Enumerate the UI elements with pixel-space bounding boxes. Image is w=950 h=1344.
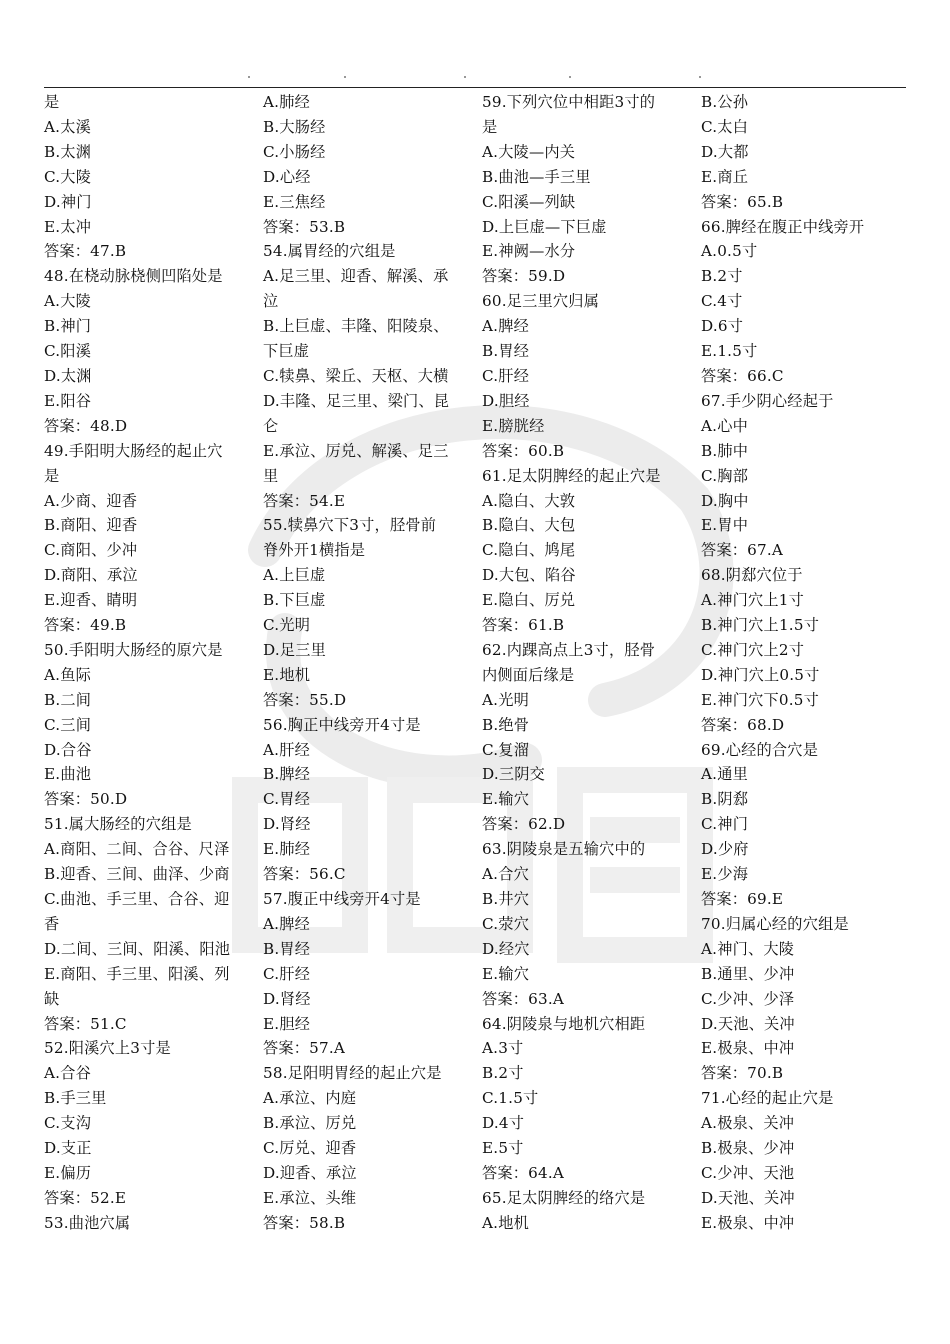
text-line: 是 [44,93,60,111]
text-line: 49.手阳明大肠经的起止穴 [44,441,223,460]
text-line: A.心中 [701,416,748,435]
text-line: D.神门 [44,192,92,211]
text-line: 答案：68.D [701,715,785,734]
text-line: B.井穴 [482,890,530,908]
text-line: C.犊鼻、梁丘、天枢、大横 [263,366,449,385]
text-line: 51.属大肠经的穴组是 [44,815,192,834]
text-line: 答案：65.B [701,192,784,211]
text-line: 缺 [44,989,60,1008]
text-line: D.天池、关冲 [701,1014,795,1033]
text-line: A.合穴 [482,865,529,884]
text-line: B.上巨虚、丰隆、阳陵泉、 [263,317,449,336]
text-line: C.肝经 [263,964,311,983]
text-line: 答案：64.A [482,1163,565,1182]
text-line: B.手三里 [44,1089,107,1108]
text-line: C.三间 [44,715,92,734]
text-line: C.小肠经 [263,142,326,161]
text-line: B.神门 [44,317,92,336]
text-line: C.少冲、天池 [701,1163,795,1182]
text-line: A.太溪 [44,117,91,136]
text-line: A.0.5寸 [701,242,758,261]
text-line: B.肺中 [701,441,749,460]
text-line: 53.曲池穴属 [44,1213,131,1232]
text-line: E.少海 [701,865,749,884]
text-line: E.太冲 [44,217,92,236]
text-line: D.天池、关冲 [701,1188,795,1207]
text-line: D.胆经 [482,391,530,410]
text-line: E.输穴 [482,790,530,809]
text-line: C.曲池、手三里、合谷、迎 [44,890,230,908]
text-line: E.隐白、厉兑 [482,591,576,610]
text-line: B.通里、少冲 [701,964,795,983]
text-line: A.肺经 [263,93,310,111]
text-line: 香 [44,914,60,933]
text-line: C.4寸 [701,292,743,311]
text-line: C.阳溪 [44,342,92,361]
text-line: D.胸中 [701,491,749,510]
text-line: E.肺经 [263,840,311,859]
text-line: 答案：49.B [44,616,127,635]
text-line: C.神门穴上2寸 [701,640,805,659]
text-line: C.大陵 [44,167,92,186]
text-line: A.承泣、内庭 [263,1089,357,1108]
text-line: 56.胸正中线旁开4寸是 [263,715,421,734]
text-line: 答案：48.D [44,416,128,435]
text-line: 答案：56.C [263,865,346,884]
text-line: 里 [263,466,279,485]
text-line: E.迎香、睛明 [44,591,138,610]
text-line: 62.内踝高点上3寸，胫骨 [482,640,656,659]
text-line: C.厉兑、迎香 [263,1139,357,1158]
text-line: E.胆经 [263,1014,311,1033]
text-line: B.大肠经 [263,117,326,136]
text-line: B.太渊 [44,142,92,161]
text-line: B.迎香、三间、曲泽、少商 [44,865,230,884]
text-line: E.膀胱经 [482,416,545,435]
text-line: 71.心经的起止穴是 [701,1089,834,1108]
text-line: C.神门 [701,815,749,834]
text-line: 70.归属心经的穴组是 [701,914,849,933]
text-line: C.1.5寸 [482,1089,539,1108]
text-line: D.太渊 [44,366,92,385]
text-line: 答案：54.E [263,491,346,510]
header-dot [344,76,346,78]
text-line: A.光明 [482,690,529,709]
text-line: C.太白 [701,117,749,136]
text-line: E.偏历 [44,1163,92,1182]
text-line: D.支正 [44,1139,92,1158]
text-line: 泣 [263,292,279,311]
text-line: 答案：58.B [263,1213,346,1232]
text-line: D.足三里 [263,640,327,659]
text-line: 答案：63.A [482,989,565,1008]
text-line: B.隐白、大包 [482,516,576,535]
text-line: 63.阴陵泉是五输穴中的 [482,840,646,859]
text-line: D.上巨虚—下巨虚 [482,217,607,236]
text-line: B.神门穴上1.5寸 [701,616,820,635]
text-line: 答案：57.A [263,1039,346,1058]
text-line: C.荥穴 [482,914,530,933]
text-line: A.地机 [482,1213,529,1232]
text-line: 61.足太阴脾经的起止穴是 [482,466,661,485]
text-line: 68.阴郄穴位于 [701,566,803,585]
text-line: E.曲池 [44,765,92,784]
text-line: D.肾经 [263,989,311,1008]
text-line: D.6寸 [701,317,744,336]
text-line: B.公孙 [701,93,749,111]
text-line: 67.手少阴心经起于 [701,391,834,410]
column-1 [44,90,254,1236]
text-line: D.迎香、承泣 [263,1163,357,1182]
text-line: 55.犊鼻穴下3寸，胫骨前 [263,516,437,535]
text-line: E.神门穴下0.5寸 [701,690,820,709]
text-line: 48.在桡动脉桡侧凹陷处是 [44,267,223,286]
text-line: A.合谷 [44,1064,91,1083]
text-line: D.丰隆、足三里、梁门、昆 [263,391,450,410]
question-columns [44,90,906,1250]
text-line: A.神门、大陵 [701,939,795,958]
text-line: C.复溜 [482,740,530,759]
header-dot [699,76,701,78]
text-line: B.承泣、厉兑 [263,1114,357,1133]
text-line: 答案：47.B [44,242,127,261]
text-line: 答案：50.D [44,790,128,809]
text-line: A.少商、迎香 [44,491,138,510]
text-line: D.二间、三间、阳溪、阳池 [44,939,231,958]
text-line: A.脾经 [263,914,310,933]
text-line: C.胸部 [701,466,749,485]
text-line: E.地机 [263,665,311,684]
text-line: E.胃中 [701,516,749,535]
text-line: B.绝骨 [482,715,530,734]
text-line: 答案：60.B [482,441,565,460]
text-line: D.三阴交 [482,765,546,784]
text-line: E.阳谷 [44,391,92,410]
text-line: E.三焦经 [263,192,326,211]
text-line: A.上巨虚 [263,566,326,585]
text-line: A.3寸 [482,1039,524,1058]
text-line: 58.足阳明胃经的起止穴是 [263,1064,442,1083]
text-line: E.商丘 [701,167,749,186]
text-line: D.商阳、承泣 [44,566,138,585]
text-line: D.肾经 [263,815,311,834]
text-line: C.肝经 [482,366,530,385]
column-4 [701,90,906,1236]
text-line: C.光明 [263,616,311,635]
text-line: A.极泉、关冲 [701,1114,795,1133]
text-line: 答案：53.B [263,217,346,236]
text-line: 答案：59.D [482,267,566,286]
text-line: 69.心经的合穴是 [701,740,819,759]
text-line: A.隐白、大敦 [482,491,576,510]
text-line: B.商阳、迎香 [44,516,138,535]
header-dot [464,76,466,78]
text-line: D.神门穴上0.5寸 [701,665,820,684]
text-line: D.大包、陷谷 [482,566,576,585]
text-line: 是 [482,117,498,136]
text-line: B.阴郄 [701,790,749,809]
text-line: C.支沟 [44,1114,92,1133]
text-line: 66.脾经在腹正中线旁开 [701,217,865,236]
text-line: D.大都 [701,142,749,161]
text-line: C.商阳、少冲 [44,541,138,560]
text-line: D.心经 [263,167,311,186]
header-dot [248,76,250,78]
text-line: B.极泉、少冲 [701,1139,795,1158]
text-line: B.脾经 [263,765,311,784]
text-line: 59.下列穴位中相距3寸的 [482,93,656,111]
text-line: E.极泉、中冲 [701,1213,795,1232]
text-line: 50.手阳明大肠经的原穴是 [44,640,223,659]
text-line: A.神门穴上1寸 [701,591,804,610]
text-line: 60.足三里穴归属 [482,292,600,311]
text-line: 52.阳溪穴上3寸是 [44,1039,171,1058]
text-line: A.通里 [701,765,748,784]
text-line: D.少府 [701,840,749,859]
text-line: B.曲池—手三里 [482,167,591,186]
text-line: A.足三里、迎香、解溪、承 [263,267,449,286]
text-line: C.胃经 [263,790,311,809]
text-line: B.下巨虚 [263,591,326,610]
column-2 [263,90,473,1236]
text-line: B.二间 [44,690,92,709]
text-line: A.大陵—内关 [482,142,576,161]
text-line: 仑 [263,416,279,435]
text-line: 答案：70.B [701,1064,784,1083]
column-3 [482,90,692,1236]
text-line: 答案：62.D [482,815,566,834]
text-line: 64.阴陵泉与地机穴相距 [482,1014,646,1033]
text-line: C.少冲、少泽 [701,989,795,1008]
text-line: 答案：67.A [701,541,784,560]
text-line: A.鱼际 [44,665,91,684]
text-line: E.1.5寸 [701,342,758,361]
text-line: 内侧面后缘是 [482,665,575,684]
text-line: B.胃经 [263,939,311,958]
text-line: 答案：51.C [44,1014,127,1033]
text-line: E.承泣、厉兑、解溪、足三 [263,441,449,460]
text-line: A.商阳、二间、合谷、尺泽 [44,840,230,859]
text-line: E.5寸 [482,1139,524,1158]
header-dots [44,76,906,84]
text-line: 答案：66.C [701,366,784,385]
text-line: 答案：61.B [482,616,565,635]
text-line: 65.足太阴脾经的络穴是 [482,1188,646,1207]
text-line: A.肝经 [263,740,310,759]
text-line: E.神阙—水分 [482,242,576,261]
text-line: 脊外开1横指是 [263,541,366,560]
text-line: E.商阳、手三里、阳溪、列 [44,964,230,983]
text-line: E.输穴 [482,964,530,983]
text-line: 答案：69.E [701,890,784,908]
text-line: B.2寸 [482,1064,524,1083]
text-line: E.极泉、中冲 [701,1039,795,1058]
text-line: B.胃经 [482,342,530,361]
text-line: D.合谷 [44,740,92,759]
header-dot [569,76,571,78]
text-line: C.隐白、鸠尾 [482,541,576,560]
header-rule [44,87,906,88]
text-line: 57.腹正中线旁开4寸是 [263,890,421,908]
text-line: 是 [44,466,60,485]
text-line: E.承泣、头维 [263,1188,357,1207]
text-line: A.大陵 [44,292,91,311]
text-line: 54.属胃经的穴组是 [263,242,396,261]
text-line: C.阳溪—列缺 [482,192,576,211]
text-line: 下巨虚 [263,342,310,361]
text-line: B.2寸 [701,267,743,286]
text-line: D.经穴 [482,939,530,958]
text-line: D.4寸 [482,1114,525,1133]
text-line: 答案：52.E [44,1188,127,1207]
text-line: 答案：55.D [263,690,347,709]
text-line: A.脾经 [482,317,529,336]
